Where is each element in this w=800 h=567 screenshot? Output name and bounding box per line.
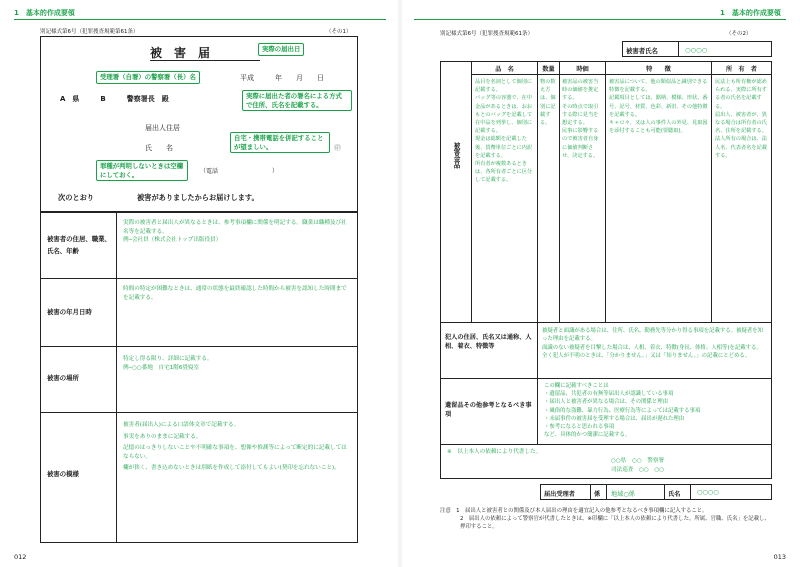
table-row [41,413,358,543]
victim-name-value: ○○○○ [685,46,708,54]
reference-label: 遺留品その他参考となるべき事項 [441,379,538,445]
phone-line: （電話 ） [200,168,279,175]
row-line: 特定し得る限り、詳細に記載する。 [123,356,213,362]
table-row [441,75,772,323]
suspect-text: 被疑者と面識がある場合は、住所、氏名、勤務先等分かり得る事項を記載する。被疑者を知った理由を記載する。 面識のない被疑者を目撃した場合は、人相、着衣、特徴(身長、体格、人相等)を記載する。 全く犯人が不明のときは、「分かりません。」又は「知りません。」の記載にとどめる。 [538,323,772,379]
cell-qty: 物の数え方は、個別に記載する。 [538,75,560,323]
seal-mark: ㊞ [334,144,341,152]
reporter-name-label: 氏 名 [145,144,173,152]
table-row [41,347,358,413]
row-line: 記憶のはっきりしないことや不明確な事項を、想像や推測等によって断定的に記載してはならない。 [123,445,347,460]
receiver-name-label: 氏名 [665,485,691,499]
row-label: 被害の模様 [41,413,117,543]
callout-station: 受理署（自署）の警察署（長）名 [96,71,200,84]
row-line: 事実をありのままに記載する。 [123,433,202,440]
victim-name-label: 被害者氏名 [623,42,679,56]
cell-price: 被害品の被害当時の価値を推定する。 その時点で取引する際に見当を想定する。 民事に影響するので被害者自身に価値判断させ、決定する。 [560,75,606,323]
col-price: 時価 [560,62,606,75]
row-line: 実際の被害者と届出人が異なるときは、参考事項欄に関係を明記する。職業は職種及び社名等を記載する。 [123,220,347,235]
cell-owner: 民法上も所有権が認められる、実際に所有する者の氏名を記載する。 届出人、被害者が、異なる場合は所有者の氏名、住所を記載する。 法人所有の場合は、法人名、代表者名を記載する。 [712,75,772,323]
row-label: 被害の場所 [41,347,117,413]
row-line: 例─○○番地 自宅1階6畳寝室 [123,364,200,371]
cell-feature: 被害品について、他の類似品と識別できる特徴を記載する。 記載項目としては、銘柄、模様、形状、番号、記号、材質、色彩、新旧、その他特徴を記載する。 キャロ々、又は人の事件人の外見、見取図を添付することも可能(要聴取)。 [606,75,712,323]
intro-line: 次のとおり 被害がありましたからお届けします。 [58,193,259,202]
col-name: 品 名 [472,62,538,75]
row-line: 例─会社員（株式会社トップ出版役員） [123,237,222,244]
suspect-label: 犯人の住居、氏名又は通称、人相、着衣、特徴等 [441,323,538,379]
reference-text: この欄に記載すべきことは ・遺留品、共犯者の有無等届出人が認識している事項 ・届出人と被害者が異なる場合は、その関係と理由 ・風俗的な盗難、暴力行為、医療行為等によっては記載する事項 ・未届事件の被害届を受理する場合は、届出が遅れた理由 ・参考になると思われる事項 など、具体的かつ簡潔に記載する。 [538,379,772,445]
receiver-label: 届出受理者 [541,485,591,499]
form-title: 被 害 届 [150,46,211,60]
title-rule [150,60,260,61]
rank-label: 係 [591,485,607,499]
table-header-row [441,62,772,75]
notes [440,507,772,531]
row-line: 欄が狭く、書き込めないときは別紙を作成して添付してもよい(契印を忘れないこと)。 [123,465,340,472]
form-label: 別記様式第6号（犯罪捜査規範61条） [440,31,533,37]
col-feature: 特 徴 [606,62,712,75]
row-line: 時間の特定が困難なときは、通常の状態を最終確認した時間から被害を認知した時間までを記載する。 [123,286,347,301]
table-row [41,213,358,279]
row-content [117,279,358,347]
row-line: 被害者(届出人)による口語体文章で記載する。 [123,422,240,428]
row-content [117,213,358,279]
table-row [441,379,772,445]
victim-name-box [622,41,772,57]
page-number: 012 [14,553,27,561]
page-number: 013 [773,553,786,561]
right-page [400,0,800,567]
row-content [117,413,358,543]
note-line: 注意 1 届出人と被害者との関係及び本人届出の理由を適宜記入の他参考となるべき事項欄に記入すること。 [440,508,708,514]
section-header: 1 基本的作成要領 [14,9,75,17]
reporter-address-label: 届出人住居 [145,124,180,132]
col-qty: 数量 [538,62,560,75]
form-top-frame [40,36,358,212]
addressee: A 県 B 警察署長 殿 [60,95,169,103]
date-line: 平成 年 月 日 [240,74,324,82]
note-line: 2 届出人の依頼によって警察官が代書したときは、※印欄に「以上本人の依頼により代書した。所属、官職、氏名」を記載し、押印すること。 [460,516,770,530]
table-row [441,323,772,379]
page-mark: （その1） [326,29,352,35]
callout-phone: 自宅・携帯電話を併記することが望ましい。 [230,132,330,153]
callout-date: 実際の届出日 [258,43,304,56]
rank-value: 地域○係 [607,485,665,499]
cell-name: 品目を名詞として個別に記載する。 バッグ等の容器で、在中金品があるときは、おおもとのバッグを記載して在中品を列挙し、個別に記載する。 現金は総額を記載した後、貨幣単位ごとに内訳を記載する。 所有者が複数あるときは、各所有者ごとに区分して記載する。 [472,75,538,323]
receiver-name-value: ○○○○ [697,489,719,496]
proxy-cell [441,445,772,479]
row-content [117,347,358,413]
table-row [41,279,358,347]
row-label: 被害者の住居、職業、氏名、年齢 [41,213,117,279]
report-table [40,212,358,543]
callout-reporter: 実際に届出た者の署名による方式で住所、氏名を記載する。 [242,90,352,111]
proxy-station: ○○県 ○○ 警察署 [611,458,665,464]
row-label: 被害の年月日時 [41,279,117,347]
header-rule [414,19,786,20]
form-label: 別記様式第6号（犯罪捜査規範第61条） [40,29,139,35]
table-row [441,445,772,479]
col-owner: 所 有 者 [712,62,772,75]
proxy-note: ※ 以上本人の依頼により代書した。 [447,449,542,455]
receiver-box [540,484,772,500]
section-header: 1 基本的作成要領 [720,9,781,17]
goods-table [440,61,772,479]
callout-damage-type: 罪種が判明しないときは空欄にしておく。 [96,160,188,181]
side-label: 被害金品 [441,62,472,323]
page-mark: （その2） [726,31,752,37]
header-rule [14,19,386,20]
proxy-officer: 司法巡査 ○○ ○○ [611,467,665,473]
